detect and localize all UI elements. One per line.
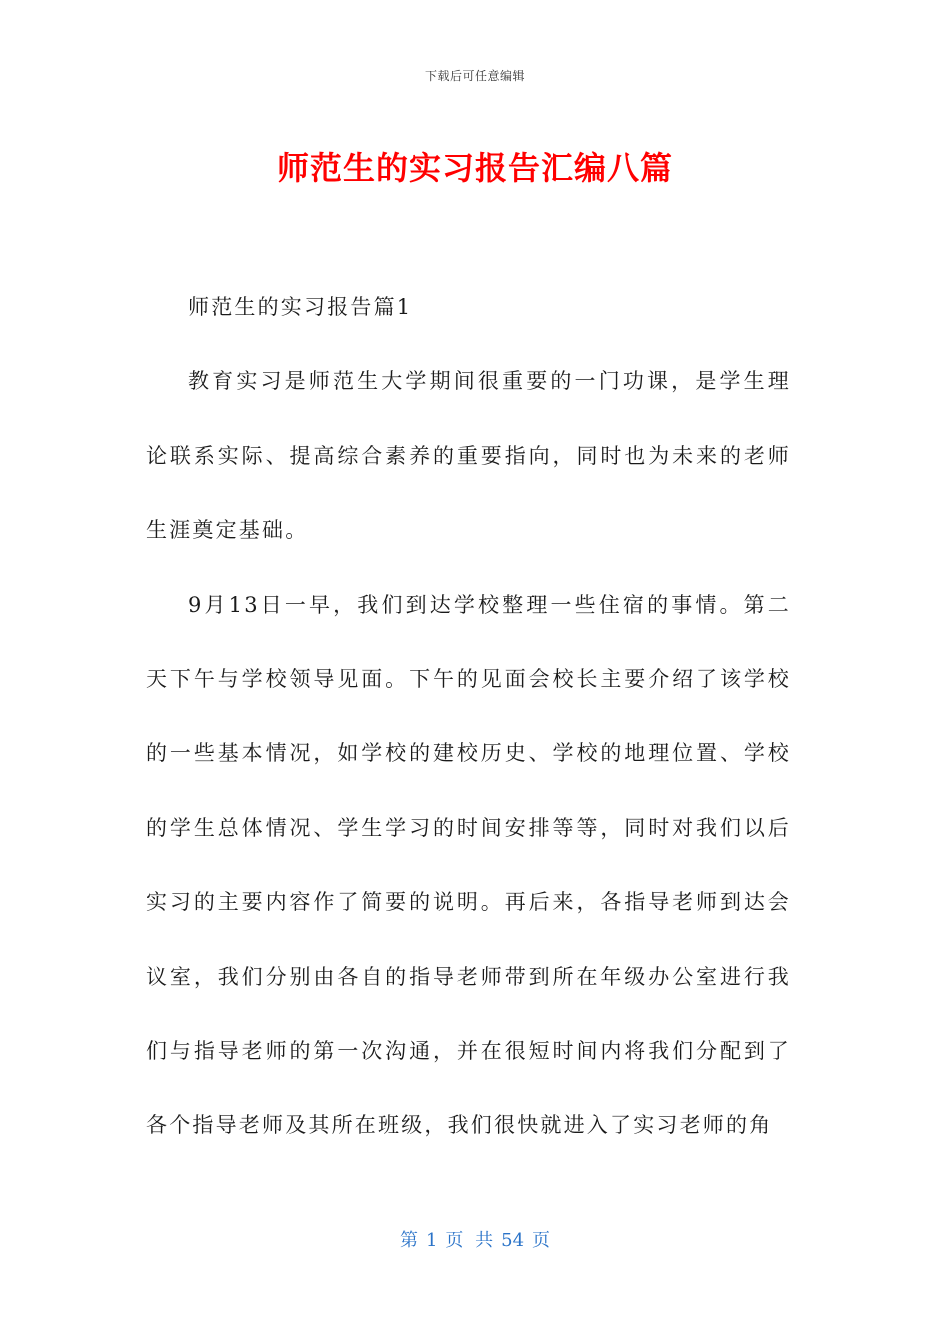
current-page-number: 1 bbox=[425, 1230, 438, 1251]
paragraph: 9月13日一早，我们到达学校整理一些住宿的事情。第二天下午与学校领导见面。下午的见面会校长主要介绍了该学校的一些基本情况，如学校的建校历史、学校的地理位置、学校的学生总体情况、学生学习的时间安排等等，同时对我们以后实习的主要内容作了简要的说明。再后来，各指导老师到达会议室，我们分别由各自的指导老师带到所在年级办公室进行我们与指导老师的第一次沟通，并在很短时间内将我们分配到了各个指导老师及其所在班级，我们很快就进入了实习老师的角 bbox=[146, 592, 791, 1138]
document-title: 师范生的实习报告汇编八篇 bbox=[276, 149, 673, 187]
total-pages-number: 54 bbox=[501, 1230, 525, 1251]
section-heading: 师范生的实习报告篇1 bbox=[188, 295, 413, 319]
page-number-footer bbox=[0, 1226, 950, 1252]
header-note: 下载后可任意编辑 bbox=[424, 69, 525, 83]
document-body bbox=[146, 270, 791, 1163]
paragraph: 教育实习是师范生大学期间很重要的一门功课，是学生理论联系实际、提高综合素养的重要指向，同时也为未来的老师生涯奠定基础。 bbox=[146, 369, 791, 543]
page-label-middle: 页 共 bbox=[445, 1230, 494, 1251]
page-label-suffix: 页 bbox=[532, 1230, 551, 1251]
page-label-prefix: 第 bbox=[399, 1230, 418, 1251]
